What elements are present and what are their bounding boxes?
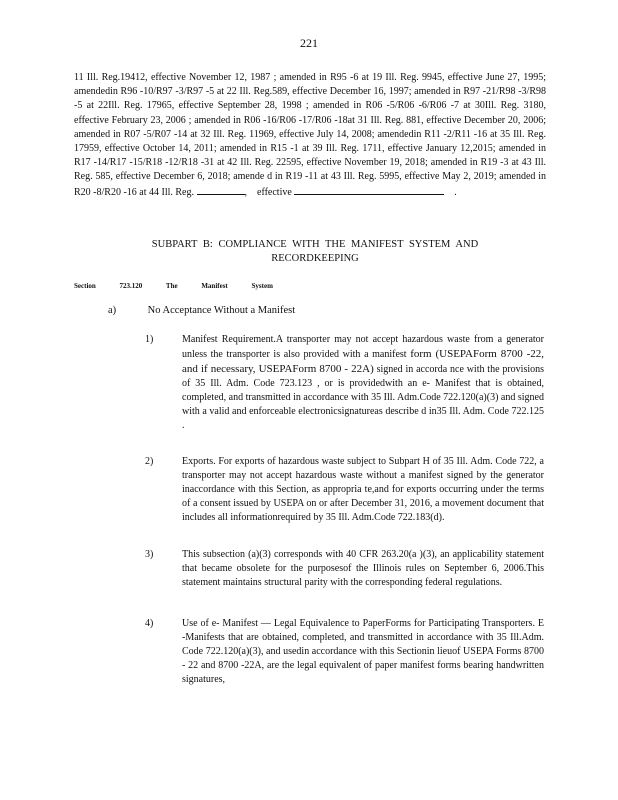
paragraph-1-text xyxy=(182,333,544,433)
section-word: Section xyxy=(74,282,96,290)
paragraph-4-label: 4) xyxy=(145,618,154,629)
paragraph-1-text-form: form (USEPAForm 8700 -22, and if necessary, USEPAForm 8700 - 22A) xyxy=(182,348,544,375)
paragraph-4-text: Use of e- Manifest — Legal Equivalence to PaperForms for Participating Transporters. E -Manifests that are obtained, completed, and transmitted in accordance with 35 Ill.Adm. Code 722.120(a)(3), and usedin accordance with this Sectionin lieuof USEPA Forms 8700 - 22 and 8700 -22A, are the legal equivalent of paper manifest forms bearing handwritten signatures, xyxy=(182,618,544,685)
paragraph-3-text: This subsection (a)(3) corresponds with 40 CFR 263.20(a )(3), an applicability statement that became obsolete for the purposesof the Illinois rules on September 6, 2006.This statement maintains structural parity with the corresponding federal regulations. xyxy=(182,549,544,588)
section-title-2: Manifest xyxy=(201,282,228,290)
section-title-3: System xyxy=(251,282,273,290)
paragraph-1-label: 1) xyxy=(145,334,154,345)
paragraph-3-label: 3) xyxy=(145,549,154,560)
blank-line-issue xyxy=(197,185,245,195)
subsection-a-heading: No Acceptance Without a Manifest xyxy=(147,305,296,316)
history-effective: effective xyxy=(257,186,292,198)
subpart-heading-line2: RECORDKEEPING xyxy=(271,253,359,264)
paragraph-1-text-b: signed in accorda nce with the provisions of 35 Ill. Adm. Code 723.123 , or is providedwith an e- Manifest that is obtained, completed, and transmitted in accordance with 35 Ill. Adm.Code 722.120(a)(3) and signed with a valid and enforceable electronicsignatureas describe d in35 Ill. Adm. Code 722.125 . xyxy=(182,364,545,431)
source-history-note xyxy=(74,71,546,200)
paragraph-1-text-a: Manifest Requirement.A transporter may not accept hazardous waste from a generator unless the transporter is also provided with a manifest xyxy=(182,334,544,360)
blank-line-date xyxy=(294,185,444,195)
section-number: 723.120 xyxy=(119,282,143,290)
section-title-1: The xyxy=(165,282,178,290)
paragraph-2-label: 2) xyxy=(145,456,154,467)
history-text: 11 Ill. Reg.19412, effective November 12, 1987 ; amended in R95 -6 at 19 Ill. Reg. 9945, effective June 27, 1995; amendedin R96 -10/R97 -3/R97 -5 at 22 Ill. Reg.589, effective December 16, 1997; amended in R97 -21/R98 -3/R98 -5 at 22Ill. Reg. 17965, effective September 28, 1998 ; amended in R06 -5/R06 -6/R06 -7 at 30Ill. Reg. 3180, effective February 23, 2006 ; amended in R06 -16/R06 -17/R06 -18at 31 Ill. Reg. 881, effective December 20, 2006; amended in R07 -5/R07 -14 at 32 Ill. Reg. 11969, effective July 14, 2008; amendedin R11 -2/R11 -16 at 35 Ill. Reg. 17959, effective October 14, 2011; amended in R15 -1 at 39 Ill. Reg. 1711, effective January 12,2015; amended in R17 -14/R17 -15/R18 -12/R18 -31 at 42 Ill. Reg. 22595, effective November 19, 2018; amended in R19 -3 at 43 Ill. Reg. 585, effective December 6, 2018; amende d in R19 -11 at 43 Ill. Reg. 5995, effective May 2, 2019; amended in R20 -8/R20 -16 at 44 Ill. Reg. xyxy=(74,72,546,198)
history-comma: , xyxy=(244,186,247,198)
subsection-a-label: a) xyxy=(108,305,117,316)
page-number: 221 xyxy=(300,36,318,50)
subpart-heading-line1: SUBPART B: COMPLIANCE WITH THE MANIFEST SYSTEM AND xyxy=(151,239,479,250)
paragraph-2-text: Exports. For exports of hazardous waste subject to Subpart H of 35 Ill. Adm. Code 722, a transporter may not accept hazardous waste without a manifest signed by the generator inaccordance with this Section, as appropria te,and for exports occurring under the terms of a consent issued by USEPA on or after December 31, 2016, a movement document that includes all informationrequired by 35 Ill. Adm.Code 722.183(d). xyxy=(182,456,544,523)
section-heading xyxy=(74,282,295,290)
subsection-a xyxy=(108,305,295,316)
subpart-heading xyxy=(100,238,530,266)
history-period: . xyxy=(454,186,457,198)
